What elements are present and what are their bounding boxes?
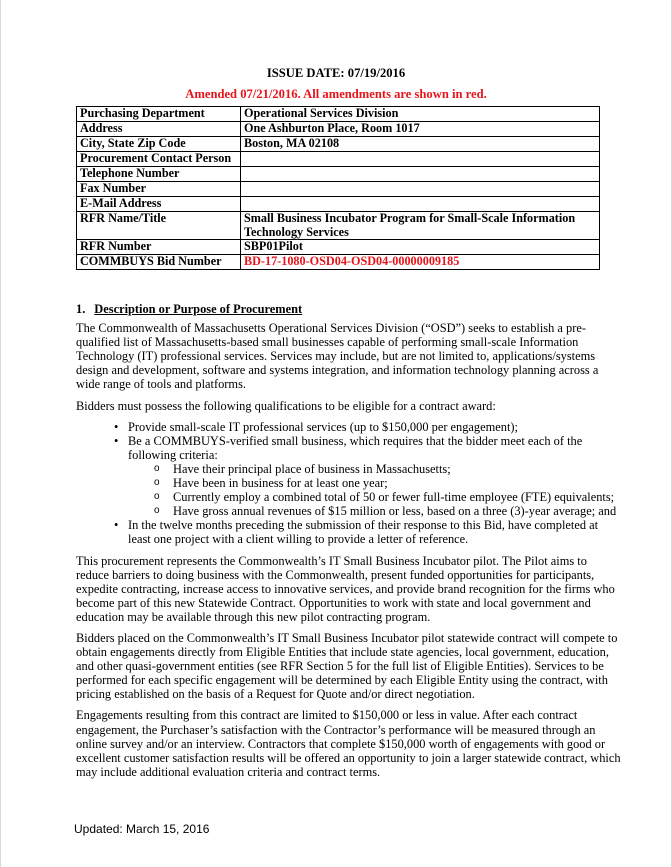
- paragraph-description: [76, 321, 616, 391]
- table-row: [77, 182, 600, 197]
- text-line: and other quasi-government entities (see RFR Section 5 for the full list of Eligible Entities). Services to be: [76, 659, 604, 674]
- field-value-line: Technology Services: [244, 224, 349, 239]
- paragraph-engagements: [76, 708, 621, 779]
- table-row: [77, 122, 600, 137]
- text-line: education may be available through this new pilot contracting program.: [76, 609, 431, 624]
- hollow-bullet-icon: o: [154, 477, 160, 489]
- field-label: Procurement Contact Person: [77, 152, 241, 167]
- field-label: COMMBUYS Bid Number: [77, 255, 241, 270]
- section-number: 1.: [76, 302, 86, 316]
- field-label: RFR Name/Title: [77, 212, 241, 240]
- text-line: Engagements resulting from this contract are limited to $150,000 or less in value. After each contract: [76, 708, 578, 723]
- field-value: [241, 182, 600, 197]
- field-label: RFR Number: [77, 240, 241, 255]
- field-value: [241, 255, 600, 270]
- text-line: This procurement represents the Commonwealth’s IT Small Business Incubator pilot. The Pilot aims to: [76, 553, 587, 568]
- text-line: qualified list of Massachusetts-based small businesses capable of performing small-scale Information: [76, 335, 579, 350]
- text-line: Technology (IT) professional services. Services may include, but are not limited to, applications/systems: [76, 349, 596, 364]
- table-row: [77, 137, 600, 152]
- list-item-text: least one project with a client willing to provide a letter of reference.: [128, 532, 469, 547]
- field-value-line: Operational Services Division: [244, 106, 399, 120]
- hollow-bullet-icon: o: [154, 491, 160, 503]
- issue-date: ISSUE DATE: 07/19/2016: [266, 66, 406, 80]
- text-line: reduce barriers to doing business with the Commonwealth, present funded opportunities for participants,: [76, 567, 595, 582]
- hollow-bullet-icon: o: [154, 462, 160, 474]
- list-item-text: Currently employ a combined total of 50 or fewer full-time employee (FTE) equivalents;: [173, 490, 615, 505]
- field-value-line: Boston, MA 02108: [244, 136, 340, 150]
- section-heading: [76, 302, 616, 316]
- table-row: [77, 240, 600, 255]
- list-item-text: Have their principal place of business in Massachusetts;: [173, 461, 451, 476]
- list-item: [76, 476, 616, 490]
- field-value-line: Small Business Incubator Program for Small-Scale Information: [244, 211, 576, 225]
- field-value: [241, 240, 600, 255]
- qualifications-list: [76, 420, 616, 547]
- field-label: Purchasing Department: [77, 107, 241, 122]
- text-line: design and development, software and systems integration, and information technology planning across a: [76, 363, 599, 378]
- list-item-text: Be a COMMBUYS-verified small business, which requires that the bidder meet each of the: [128, 433, 583, 448]
- bullet-icon: •: [114, 518, 119, 533]
- list-item: [76, 462, 616, 476]
- field-value: [241, 107, 600, 122]
- text-line: pricing established on the basis of a Request for Quote and/or direct negotiation.: [76, 687, 475, 702]
- field-value: [241, 167, 600, 182]
- list-item: [76, 504, 616, 518]
- table-row: [77, 255, 600, 270]
- text-line: The Commonwealth of Massachusetts Operational Services Division (“OSD”) seeks to establish a pre-: [76, 321, 586, 336]
- paragraph-qualifications-intro: [76, 399, 616, 413]
- section-title: Description or Purpose of Procurement: [94, 302, 303, 316]
- field-label: E-Mail Address: [77, 197, 241, 212]
- text-line: performed for each specific engagement will be determined by each Eligible Entity using the contract, with: [76, 673, 608, 688]
- text-line: wide range of tools and platforms.: [76, 377, 246, 392]
- table-row: [77, 107, 600, 122]
- list-item-text: Have been in business for at least one year;: [173, 476, 388, 491]
- field-label: Fax Number: [77, 182, 241, 197]
- table-row: [77, 197, 600, 212]
- text-line: online survey and/or an interview. Contractors that complete $150,000 worth of engagements with good or: [76, 736, 606, 751]
- paragraph-pilot: [76, 554, 616, 624]
- list-item-text: In the twelve months preceding the submission of their response to this Bid, have completed at: [128, 518, 599, 533]
- text-line: may include additional evaluation criteria and contract terms.: [76, 764, 381, 779]
- footer-updated-date: Updated: March 15, 2016: [74, 822, 210, 836]
- list-item-text: following criteria:: [128, 447, 218, 462]
- field-value: [241, 212, 600, 240]
- field-value-line: SBP01Pilot: [244, 239, 303, 253]
- list-item: [76, 490, 616, 504]
- list-item: [76, 448, 616, 462]
- table-row: [77, 167, 600, 182]
- bullet-icon: •: [114, 419, 119, 434]
- list-item-text: Have gross annual revenues of $15 million or less, based on a three (3)-year average; and: [173, 504, 617, 519]
- list-item: [76, 420, 616, 434]
- field-value-line: BD-17-1080-OSD04-OSD04-00000009185: [244, 254, 460, 268]
- field-label: City, State Zip Code: [77, 137, 241, 152]
- field-value: [241, 197, 600, 212]
- paragraph-contract: [76, 631, 616, 701]
- text-line: expedite contracting, increase access to innovative services, and provide brand recognition for the firms who: [76, 581, 615, 596]
- field-value-line: One Ashburton Place, Room 1017: [244, 121, 420, 135]
- document-body: [76, 302, 621, 786]
- list-item: [76, 518, 616, 532]
- table-row: [77, 152, 600, 167]
- text-line: become part of this new Statewide Contract. Opportunities to work with state and local government and: [76, 595, 591, 610]
- field-value: [241, 122, 600, 137]
- list-item: [76, 434, 616, 448]
- text-line: Bidders must possess the following qualifications to be eligible for a contract award:: [76, 398, 496, 413]
- field-value: [241, 152, 600, 167]
- table-row: [77, 212, 600, 240]
- procurement-info-table: [76, 106, 600, 270]
- amendment-notice: Amended 07/21/2016. All amendments are shown in red.: [185, 87, 487, 101]
- hollow-bullet-icon: o: [154, 505, 160, 517]
- text-line: excellent customer satisfaction results will be offered an opportunity to join a larger statewide contract, which: [76, 750, 621, 765]
- field-value: [241, 137, 600, 152]
- bullet-icon: •: [114, 433, 119, 448]
- field-label: Address: [77, 122, 241, 137]
- field-label: Telephone Number: [77, 167, 241, 182]
- text-line: engagement, the Purchaser’s satisfaction with the Contractor’s performance will be measured through an: [76, 722, 596, 737]
- text-line: obtain engagements directly from Eligible Entities that include state agencies, local government, education,: [76, 645, 609, 660]
- list-item: [76, 532, 616, 546]
- list-item-text: Provide small-scale IT professional services (up to $150,000 per engagement);: [128, 419, 518, 434]
- text-line: Bidders placed on the Commonwealth’s IT Small Business Incubator pilot statewide contract will compete to: [76, 630, 618, 645]
